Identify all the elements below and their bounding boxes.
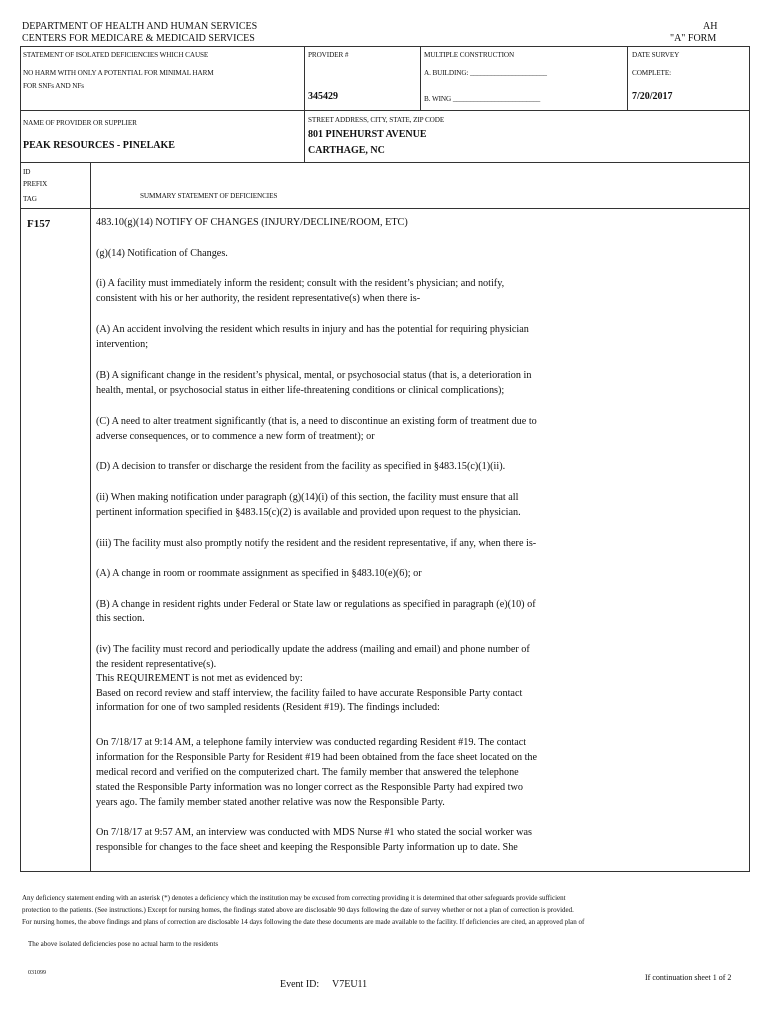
paragraph-iv-line2: the resident representative(s). — [96, 659, 217, 670]
form-code: AH — [703, 21, 718, 32]
interview2-line2: responsible for changes to the face sheet and keeping the Responsible Party information up to date. She — [96, 842, 518, 853]
paragraph-iii: (iii) The facility must also promptly notify the resident and the resident representative, if any, when there is- — [96, 538, 537, 549]
event-id-label: Event ID: — [280, 979, 320, 990]
deficiency-title: 483.10(g)(14) NOTIFY OF CHANGES (INJURY/DECLINE/ROOM, ETC) — [96, 217, 408, 228]
provider-name: PEAK RESOURCES - PINELAKE — [23, 140, 175, 151]
tag-label: TAG — [23, 195, 37, 203]
paragraph-a-line1: (A) An accident involving the resident which results in injury and has the potential for requiring physician — [96, 324, 529, 335]
paragraph-notification: (g)(14) Notification of Changes. — [96, 248, 228, 259]
construction-divider — [420, 46, 421, 110]
paragraph-i-line1: (i) A facility must immediately inform the resident; consult with the resident’s physician; and notify, — [96, 278, 505, 289]
paragraph-d: (D) A decision to transfer or discharge the resident from the facility as specified in §483.15(c)(1)(ii). — [96, 461, 506, 472]
survey-date: 7/20/2017 — [632, 91, 673, 102]
requirement-not-met: This REQUIREMENT is not met as evidenced by: — [96, 673, 303, 684]
disclosure-note-line3: For nursing homes, the above findings and plans of correction are disclosable 14 days following the date these documents are made available to the facility. If deficiencies are cited, an approved plan of — [22, 918, 585, 926]
event-id-value: V7EU11 — [332, 979, 368, 990]
deficiency-tag: F157 — [27, 218, 51, 230]
row-rule-3 — [20, 208, 750, 209]
harm-label-line1: NO HARM WITH ONLY A POTENTIAL FOR MINIMAL HARM — [23, 69, 214, 77]
statement-label: STATEMENT OF ISOLATED DEFICIENCIES WHICH CAUSE — [23, 51, 209, 59]
date-complete-label: COMPLETE: — [632, 69, 672, 77]
multiple-construction-label: MULTIPLE CONSTRUCTION — [424, 51, 515, 59]
tag-column-divider — [90, 162, 91, 871]
interview1-line2: information for the Responsible Party for Resident #19 had been obtained from the face sheet located on the — [96, 752, 538, 763]
paragraph-ii-line1: (ii) When making notification under paragraph (g)(14)(i) of this section, the facility must ensure that all — [96, 492, 519, 503]
paragraph-ii-line2: pertinent information specified in §483.15(c)(2) is available and provided upon request to the physician. — [96, 507, 521, 518]
provider-label: PROVIDER # — [308, 51, 349, 59]
paragraph-rights-line2: this section. — [96, 613, 145, 624]
agency-name: CENTERS FOR MEDICARE & MEDICAID SERVICES — [22, 33, 255, 44]
address-city: CARTHAGE, NC — [308, 145, 385, 156]
paragraph-c-line2: adverse consequences, or to commence a new form of treatment); or — [96, 431, 375, 442]
right-border — [749, 46, 750, 871]
date-divider — [627, 46, 628, 110]
paragraph-b-line2: health, mental, or psychosocial status in either life-threatening conditions or clinical complications); — [96, 385, 505, 396]
findings-line1: Based on record review and staff interview, the facility failed to have accurate Responsible Party contact — [96, 688, 523, 699]
body-bottom-rule — [20, 871, 750, 872]
interview1-line1: On 7/18/17 at 9:14 AM, a telephone family interview was conducted regarding Resident #19. The contact — [96, 737, 527, 748]
provider-divider — [304, 46, 305, 162]
no-harm-statement: The above isolated deficiencies pose no actual harm to the residents — [28, 940, 219, 948]
interview2-line1: On 7/18/17 at 9:57 AM, an interview was conducted with MDS Nurse #1 who stated the social worker was — [96, 827, 533, 838]
continuation-sheet: If continuation sheet 1 of 2 — [645, 973, 732, 982]
department-name: DEPARTMENT OF HEALTH AND HUMAN SERVICES — [22, 21, 258, 32]
disclosure-note-line2: protection to the patients. (See instructions.) Except for nursing homes, the findings stated above are disclosable 90 days following the date of survey whether or not a plan of correction is provided. — [22, 906, 574, 914]
prefix-label: PREFIX — [23, 180, 48, 188]
disclosure-note-line1: Any deficiency statement ending with an asterisk (*) denotes a deficiency which the institution may be excused from correcting providing it is determined that other safeguards provide sufficient — [22, 894, 566, 902]
form-number: 031099 — [28, 970, 46, 976]
paragraph-room-change: (A) A change in room or roommate assignment as specified in §483.10(e)(6); or — [96, 568, 422, 579]
address-label: STREET ADDRESS, CITY, STATE, ZIP CODE — [308, 116, 445, 124]
row-rule-2 — [20, 162, 750, 163]
wing-field: B. WING _________________________ — [424, 95, 541, 103]
paragraph-c-line1: (C) A need to alter treatment significantly (that is, a need to discontinue an existing form of treatment due to — [96, 416, 537, 427]
findings-line2: information for one of two sampled residents (Resident #19). The findings included: — [96, 702, 440, 713]
date-survey-label: DATE SURVEY — [632, 51, 680, 59]
id-label: ID — [23, 168, 31, 176]
paragraph-i-line2: consistent with his or her authority, the resident representative(s) when there is- — [96, 293, 421, 304]
interview1-line5: years ago. The family member stated another relative was now the Responsible Party. — [96, 797, 445, 808]
provider-number: 345429 — [308, 91, 338, 102]
provider-name-label: NAME OF PROVIDER OR SUPPLIER — [23, 119, 137, 127]
paragraph-rights-line1: (B) A change in resident rights under Federal or State law or regulations as specified in paragraph (e)(10) of — [96, 599, 536, 610]
building-field: A. BUILDING: ______________________ — [424, 69, 547, 77]
header-rule — [20, 46, 750, 47]
form-name: "A" FORM — [670, 33, 717, 44]
row-rule-1 — [20, 110, 750, 111]
interview1-line3: medical record and verified on the computerized chart. The family member that answered the telephone — [96, 767, 519, 778]
harm-label-line2: FOR SNFs AND NFs — [23, 82, 84, 90]
left-border — [20, 46, 21, 871]
paragraph-b-line1: (B) A significant change in the resident’s physical, mental, or psychosocial status (that is, a deterioration in — [96, 370, 532, 381]
paragraph-a-line2: intervention; — [96, 339, 149, 350]
interview1-line4: stated the Responsible Party information was no longer correct as the Responsible Party had expired two — [96, 782, 523, 793]
summary-label: SUMMARY STATEMENT OF DEFICIENCIES — [140, 192, 278, 200]
paragraph-iv-line1: (iv) The facility must record and periodically update the address (mailing and email) and phone number of — [96, 644, 530, 655]
address-street: 801 PINEHURST AVENUE — [308, 129, 427, 140]
